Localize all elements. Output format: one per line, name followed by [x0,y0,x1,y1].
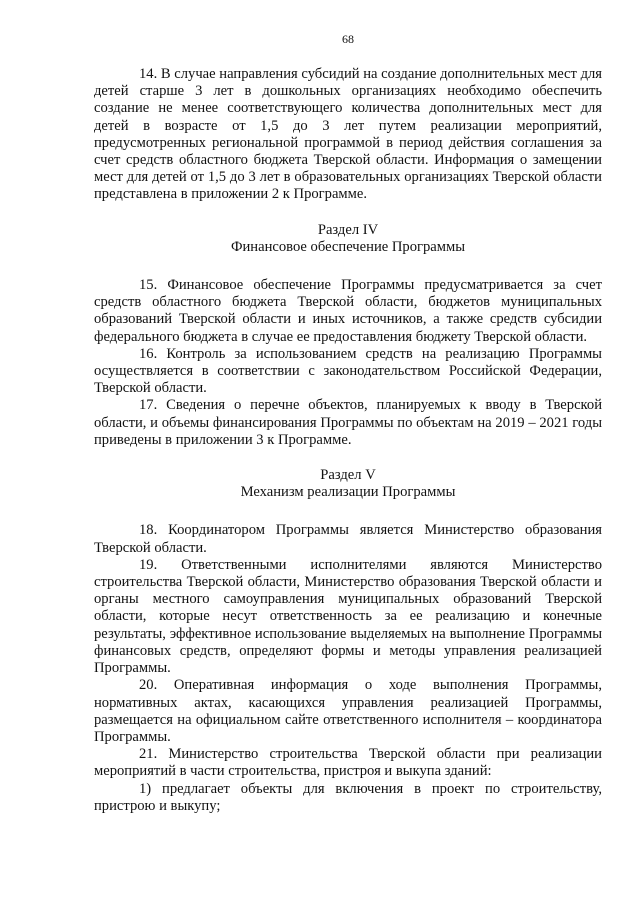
paragraph-15: 15. Финансовое обеспечение Программы предусматривается за счет средств областного бюджета Тверской области, бюджетов муниципальных образований Тверской области и иных источников, а также средств субсидии федерального бюджета в случае ее предоставления бюджету Тверской области. [94,277,602,345]
section-5-title: Механизм реализации Программы [240,484,456,501]
section-4-title: Финансовое обеспечение Программы [230,238,466,255]
paragraph-17: 17. Сведения о перечне объектов, планируемых к вводу в Тверской области, и объемы финансирования Программы по объектам на 2019 – 2021 годы приведены в приложении 3 к Программе. [94,397,602,448]
paragraph-14: 14. В случае направления субсидий на создание дополнительных мест для детей старше 3 лет в дошкольных организациях необходимо обеспечить создание не менее соответствующего количества дополнительных мест для детей в возрасте от 1,5 до 3 лет путем реализации мероприятий, предусмотренных региональной программой в период действия соглашения за счет средств областного бюджета Тверской области. Информация о замещении мест для детей от 1,5 до 3 лет в образовательных организациях Тверской области представлена в приложении 2 к Программе. [94,66,602,203]
paragraph-21-item-1: 1) предлагает объекты для включения в проект по строительству, пристрою и выкупу; [94,780,602,814]
page-number: 68 [342,32,354,46]
paragraph-16: 16. Контроль за использованием средств на реализацию Программы осуществляется в соответствии с законодательством Российской Федерации, Тверской области. [94,345,602,397]
section-5-number: Раздел V [320,467,376,484]
paragraph-20: 20. Оперативная информация о ходе выполнения Программы, нормативных актах, касающихся управления реализацией Программы, размещается на официальном сайте ответственного исполнителя – координатора Программы. [94,677,602,745]
section-4-number: Раздел IV [317,221,379,238]
paragraph-21: 21. Министерство строительства Тверской области при реализации мероприятий в части строительства, пристроя и выкупа зданий: [94,746,602,780]
paragraph-18: 18. Координатором Программы является Министерство образования Тверской области. [94,522,602,556]
paragraph-19: 19. Ответственными исполнителями являются Министерство строительства Тверской области, Министерство образования Тверской области и органы местного самоуправления муниципальных образований Тверской области, которые несут ответственность за ее реализацию и конечные результаты, эффективное использование выделяемых на выполнение Программы финансовых средств, определяют формы и методы управления реализацией Программы. [94,556,602,677]
